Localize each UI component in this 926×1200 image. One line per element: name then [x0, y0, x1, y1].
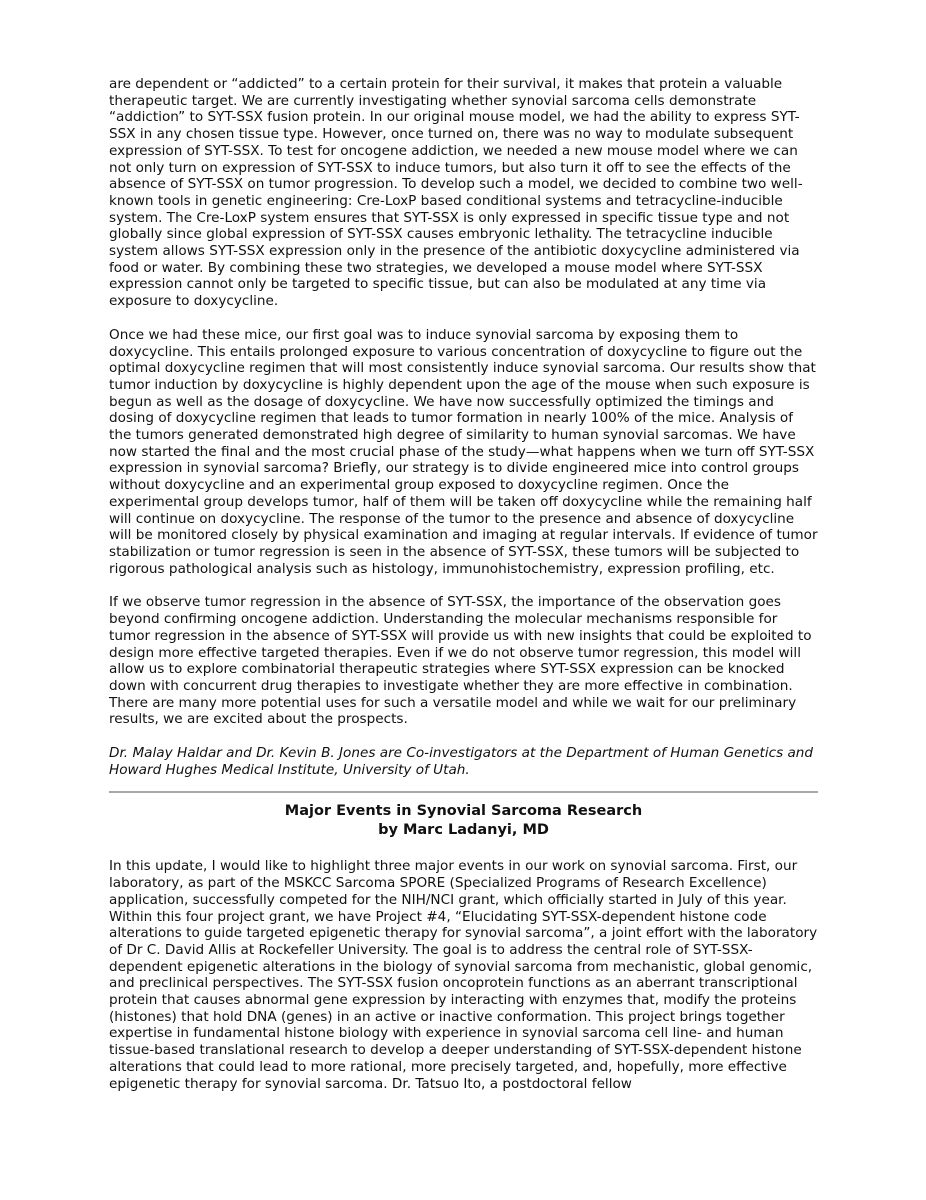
article1-byline: Dr. Malay Haldar and Dr. Kevin B. Jones are Co-investigators at the Department of Human Genetics and Howard Hughes Medical Institute, University of Utah.	[109, 745, 814, 778]
article2-title: Major Events in Synovial Sarcoma Research	[284, 803, 643, 820]
article1-paragraph-3: If we observe tumor regression in the absence of SYT-SSX, the importance of the observation goes beyond confirming oncogene addiction. Understanding the molecular mechanisms responsible for tumor regression in the absence of SYT-SSX will provide us with new insights that could be exploited to design more effective targeted therapies. Even if we do not observe tumor regression, this model will allow us to explore combinatorial therapeutic strategies where SYT-SSX expression can be knocked down with concurrent drug therapies to investigate whether they are more effective in combination. There are many more potential uses for such a versatile model and while we wait for our preliminary results, we are excited about the prospects.	[109, 594, 812, 728]
section-divider	[109, 791, 818, 793]
article1-paragraph-1: are dependent or “addicted” to a certain protein for their survival, it makes that protein a valuable therapeutic target. We are currently investigating whether synovial sarcoma cells demonstrate “addiction” to SYT-SSX fusion protein. In our original mouse model, we had the ability to express SYT-SSX in any chosen tissue type. However, once turned on, there was no way to modulate subsequent expression of SYT-SSX. To test for oncogene addiction, we needed a new mouse model where we can not only turn on expression of SYT-SSX to induce tumors, but also turn it off to see the effects of the absence of SYT-SSX on tumor progression. To develop such a model, we decided to combine two well-known tools in genetic engineering: Cre-LoxP based conditional systems and tetracycline-inducible system. The Cre-LoxP system ensures that SYT-SSX is only expressed in specific tissue type and not globally since global expression of SYT-SSX causes embryonic lethality. The tetracycline inducible system allows SYT-SSX expression only in the presence of the antibiotic doxycycline administered via food or water. By combining these two strategies, we developed a mouse model where SYT-SSX expression cannot only be targeted to specific tissue, but can also be modulated at any time via exposure to doxycycline.	[109, 76, 803, 310]
article2-author: by Marc Ladanyi, MD	[378, 822, 549, 839]
article2-heading	[109, 802, 818, 840]
article1-paragraph-2: Once we had these mice, our first goal was to induce synovial sarcoma by exposing them to doxycycline. This entails prolonged exposure to various concentration of doxycycline to figure out the optimal doxycycline regimen that will most consistently induce synovial sarcoma. Our results show that tumor induction by doxycycline is highly dependent upon the age of the mouse when such exposure is begun as well as the dosage of doxycycline. We have now successfully optimized the timings and dosing of doxycycline regimen that leads to tumor formation in nearly 100% of the mice. Analysis of the tumors generated demonstrated high degree of similarity to human synovial sarcomas. We have now started the final and the most crucial phase of the study—what happens when we turn off SYT-SSX expression in synovial sarcoma? Briefly, our strategy is to divide engineered mice into control groups without doxycycline and an experimental group exposed to doxycycline regimen. Once the experimental group develops tumor, half of them will be taken off doxycycline while the remaining half will continue on doxycycline. The response of the tumor to the presence and absence of doxycycline will be monitored closely by physical examination and imaging at regular intervals. If evidence of tumor stabilization or tumor regression is seen in the absence of SYT-SSX, these tumors will be subjected to rigorous pathological analysis such as histology, immunohistochemistry, expression profiling, etc.	[109, 326, 818, 577]
article2-paragraph-1: In this update, I would like to highlight three major events in our work on synovial sarcoma. First, our laboratory, as part of the MSKCC Sarcoma SPORE (Specialized Programs of Research Excellence) application, successfully competed for the NIH/NCI grant, which officially started in July of this year. Within this four project grant, we have Project #4, “Elucidating SYT-SSX-dependent histone code alterations to guide targeted epigenetic therapy for synovial sarcoma”, a joint effort with the laboratory of Dr C. David Allis at Rockefeller University. The goal is to address the central role of SYT-SSX-dependent epigenetic alterations in the biology of synovial sarcoma from mechanistic, global genomic, and preclinical perspectives. The SYT-SSX fusion oncoprotein functions as an aberrant transcriptional protein that causes abnormal gene expression by interacting with enzymes that, modify the proteins (histones) that hold DNA (genes) in an active or inactive conformation. This project brings together expertise in fundamental histone biology with experience in synovial sarcoma cell line- and human tissue-based translational research to develop a deeper understanding of SYT-SSX-dependent histone alterations that could lead to more rational, more precisely targeted, and, hopefully, more effective epigenetic therapy for synovial sarcoma. Dr. Tatsuo Ito, a postdoctoral fellow	[109, 858, 818, 1092]
